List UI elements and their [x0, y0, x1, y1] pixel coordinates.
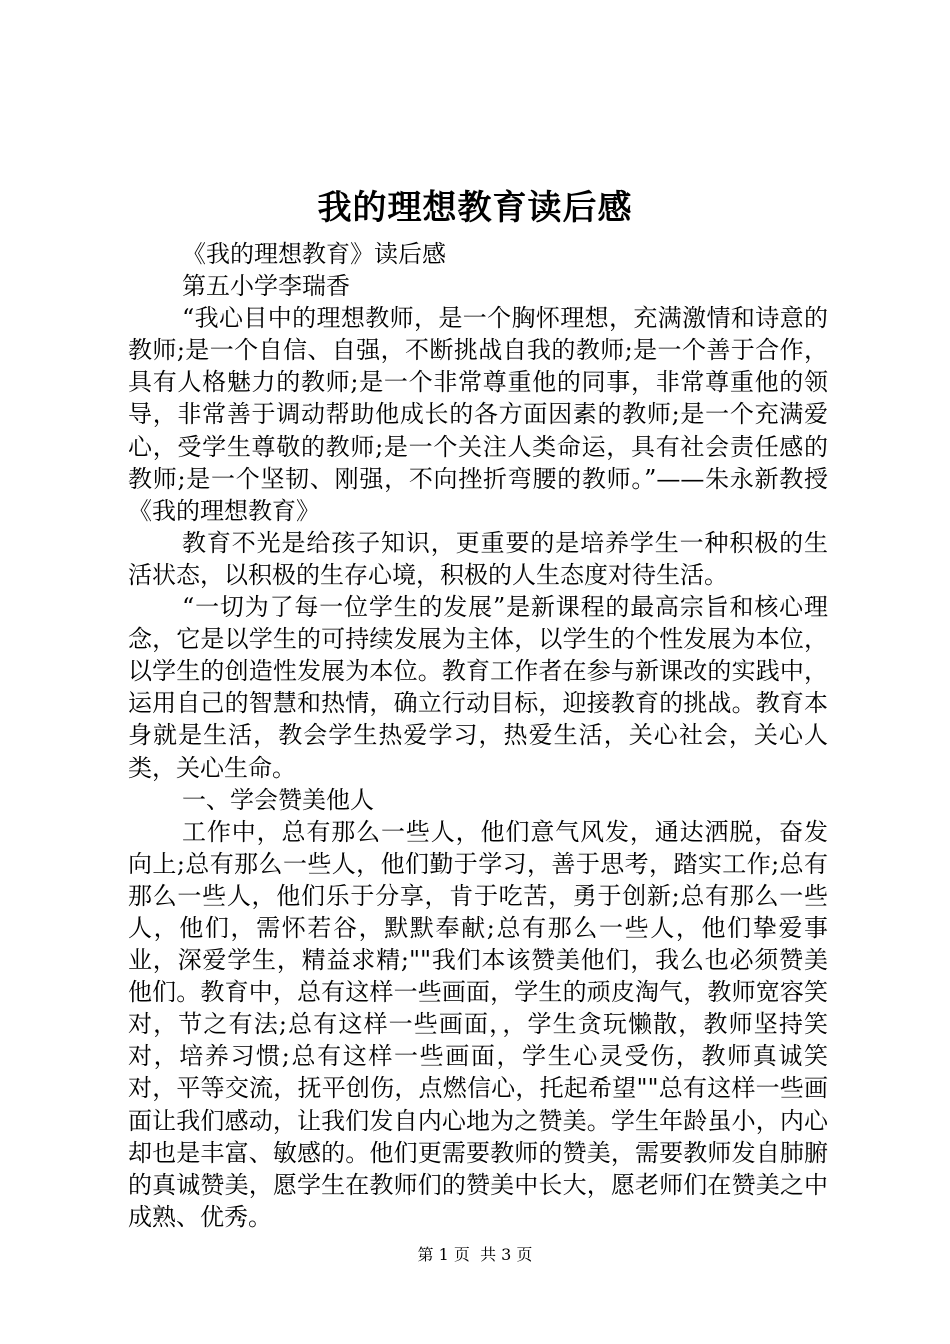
- paragraph-body: “一切为了每一位学生的发展”是新课程的最高宗旨和核心理念，它是以学生的可持续发展为主体，以学生的个性发展为本位，以学生的创造性发展为本位。教育工作者在参与新课改的实践中，运用自己的智慧和热情，确立行动目标，迎接教育的挑战。教育本身就是生活，教会学生热爱学习，热爱生活，关心社会，关心人类，关心生命。: [128, 593, 828, 782]
- paragraph-subtitle: 《我的理想教育》读后感: [182, 240, 446, 268]
- document-title: 我的理想教育读后感: [317, 188, 633, 228]
- paragraph-body: 工作中，总有那么一些人，他们意气风发，通达洒脱，奋发向上;总有那么一些人，他们勤于学习，善于思考，踏实工作;总有那么一些人，他们乐于分享，肯于吃苦，勇于创新;总有那么一些人，他们，需怀若谷，默默奉献;总有那么一些人，他们挚爱事业，深爱学生，精益求精;""我们本该赞美他们，我么也必须赞美他们。教育中，总有这样一些画面，学生的顽皮淘气，教师宽容笑对，节之有法;总有这样一些画面，，学生贪玩懒散，教师坚持笑对，培养习惯;总有这样一些画面，学生心灵受伤，教师真诚笑对，平等交流，抚平创伤，点燃信心，托起希望""总有这样一些画面让我们感动，让我们发自内心地为之赞美。学生年龄虽小，内心却也是丰富、敏感的。他们更需要教师的赞美，需要教师发自肺腑的真诚赞美，愿学生在教师们的赞美中长大，愿老师们在赞美之中成熟、优秀。: [128, 817, 828, 1231]
- document-body: [128, 238, 828, 1233]
- page-number-label: 第 1 页 共 3 页: [417, 1245, 533, 1264]
- paragraph-body: 教育不光是给孩子知识，更重要的是培养学生一种积极的生活状态，以积极的生存心境，积极的人生态度对待生活。: [128, 528, 828, 589]
- section-heading: 一、学会赞美他人: [182, 785, 374, 814]
- paragraph-quote: “我心目中的理想教师，是一个胸怀理想，充满激情和诗意的教师;是一个自信、自强，不断挑战自我的教师;是一个善于合作，具有人格魅力的教师;是一个非常尊重他的同事，非常尊重他的领导，非常善于调动帮助他成长的各方面因素的教师;是一个充满爱心，受学生尊敬的教师;是一个关注人类命运，具有社会责任感的教师;是一个坚韧、刚强，不向挫折弯腰的教师。”——朱永新教授《我的理想教育》: [128, 304, 828, 525]
- page-footer: [0, 1245, 950, 1265]
- paragraph-author: 第五小学李瑞香: [182, 272, 350, 301]
